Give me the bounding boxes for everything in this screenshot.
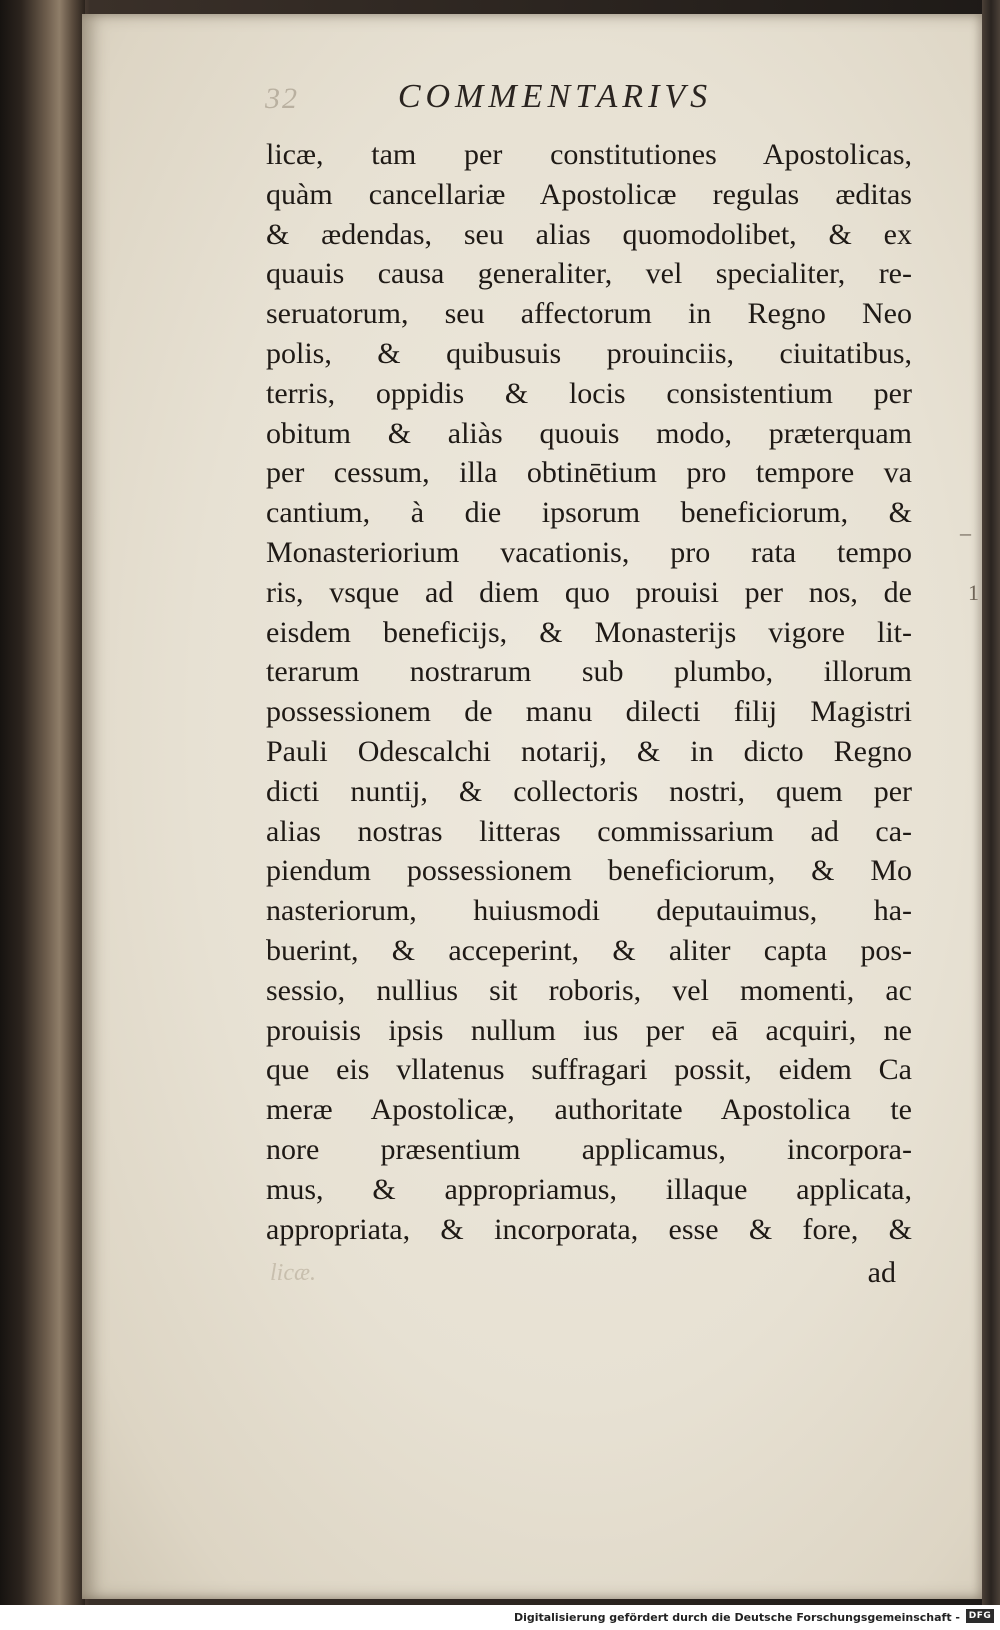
dfg-logo: DFG <box>966 1609 994 1623</box>
text-line: per cessum, illa obtinētium pro tempore va <box>266 456 912 490</box>
text-line: terarum nostrarum sub plumbo, illorum <box>266 655 912 689</box>
text-line: buerint, & acceperint, & aliter capta pos- <box>266 933 912 967</box>
text-line: eisdem beneficijs, & Monasterijs vigore lit- <box>266 615 912 649</box>
text-line: Monasteriorium vacationis, pro rata tempo <box>266 535 912 569</box>
text-line: prouisis ipsis nullum ius per eā acquiri, ne <box>266 1013 912 1047</box>
text-line: licæ, tam per constitutiones Apostolicas, <box>266 138 912 171</box>
body-text <box>266 135 912 1249</box>
text-line: & ædendas, seu alias quomodolibet, & ex <box>266 217 912 251</box>
text-line: que eis vllatenus suffragari possit, eidem Ca <box>266 1053 912 1087</box>
text-line: obitum & aliàs quouis modo, præterquam <box>266 416 912 450</box>
text-line: appropriata, & incorporata, esse & fore, & <box>266 1212 912 1246</box>
text-line: mus, & appropriamus, illaque applicata, <box>266 1172 912 1206</box>
text-line: polis, & quibusuis prouinciis, ciuitatibus, <box>266 336 912 370</box>
text-line: meræ Apostolicæ, authoritate Apostolica te <box>266 1093 912 1127</box>
footer-credit: Digitalisierung gefördert durch die Deutsche Forschungsgemeinschaft - <box>513 1611 960 1624</box>
bleed-through-text: licæ. <box>270 1260 316 1286</box>
text-line: seruatorum, seu affectorum in Regno Neo <box>266 297 912 331</box>
page-number: 32 <box>265 82 299 115</box>
text-line: possessionem de manu dilecti filij Magistri <box>266 695 912 729</box>
text-line: nasteriorum, huiusmodi deputauimus, ha- <box>266 894 912 928</box>
margin-mark: 1 <box>968 580 979 605</box>
margin-mark: – <box>960 520 971 545</box>
text-line: Pauli Odescalchi notarij, & in dicto Regno <box>266 734 912 768</box>
text-line: quàm cancellariæ Apostolicæ regulas æditas <box>266 177 912 211</box>
running-head: COMMENTARIVS <box>397 78 713 115</box>
text-line: alias nostras litteras commissarium ad ca- <box>266 814 912 848</box>
text-line: sessio, nullius sit roboris, vel momenti, ac <box>266 973 912 1007</box>
text-line: quauis causa generaliter, vel specialiter, re- <box>266 257 912 291</box>
page-edge <box>982 0 1000 1605</box>
text-line: ris, vsque ad diem quo prouisi per nos, de <box>266 575 912 609</box>
text-line: cantium, à die ipsorum beneficiorum, & <box>266 496 912 530</box>
text-line: dicti nuntij, & collectoris nostri, quem per <box>266 774 912 808</box>
text-line: piendum possessionem beneficiorum, & Mo <box>266 854 912 888</box>
text-line: terris, oppidis & locis consistentium per <box>266 376 912 410</box>
text-line: nore præsentium applicamus, incorpora- <box>266 1132 912 1166</box>
catchword: ad <box>867 1256 896 1289</box>
book-binding <box>0 0 85 1605</box>
